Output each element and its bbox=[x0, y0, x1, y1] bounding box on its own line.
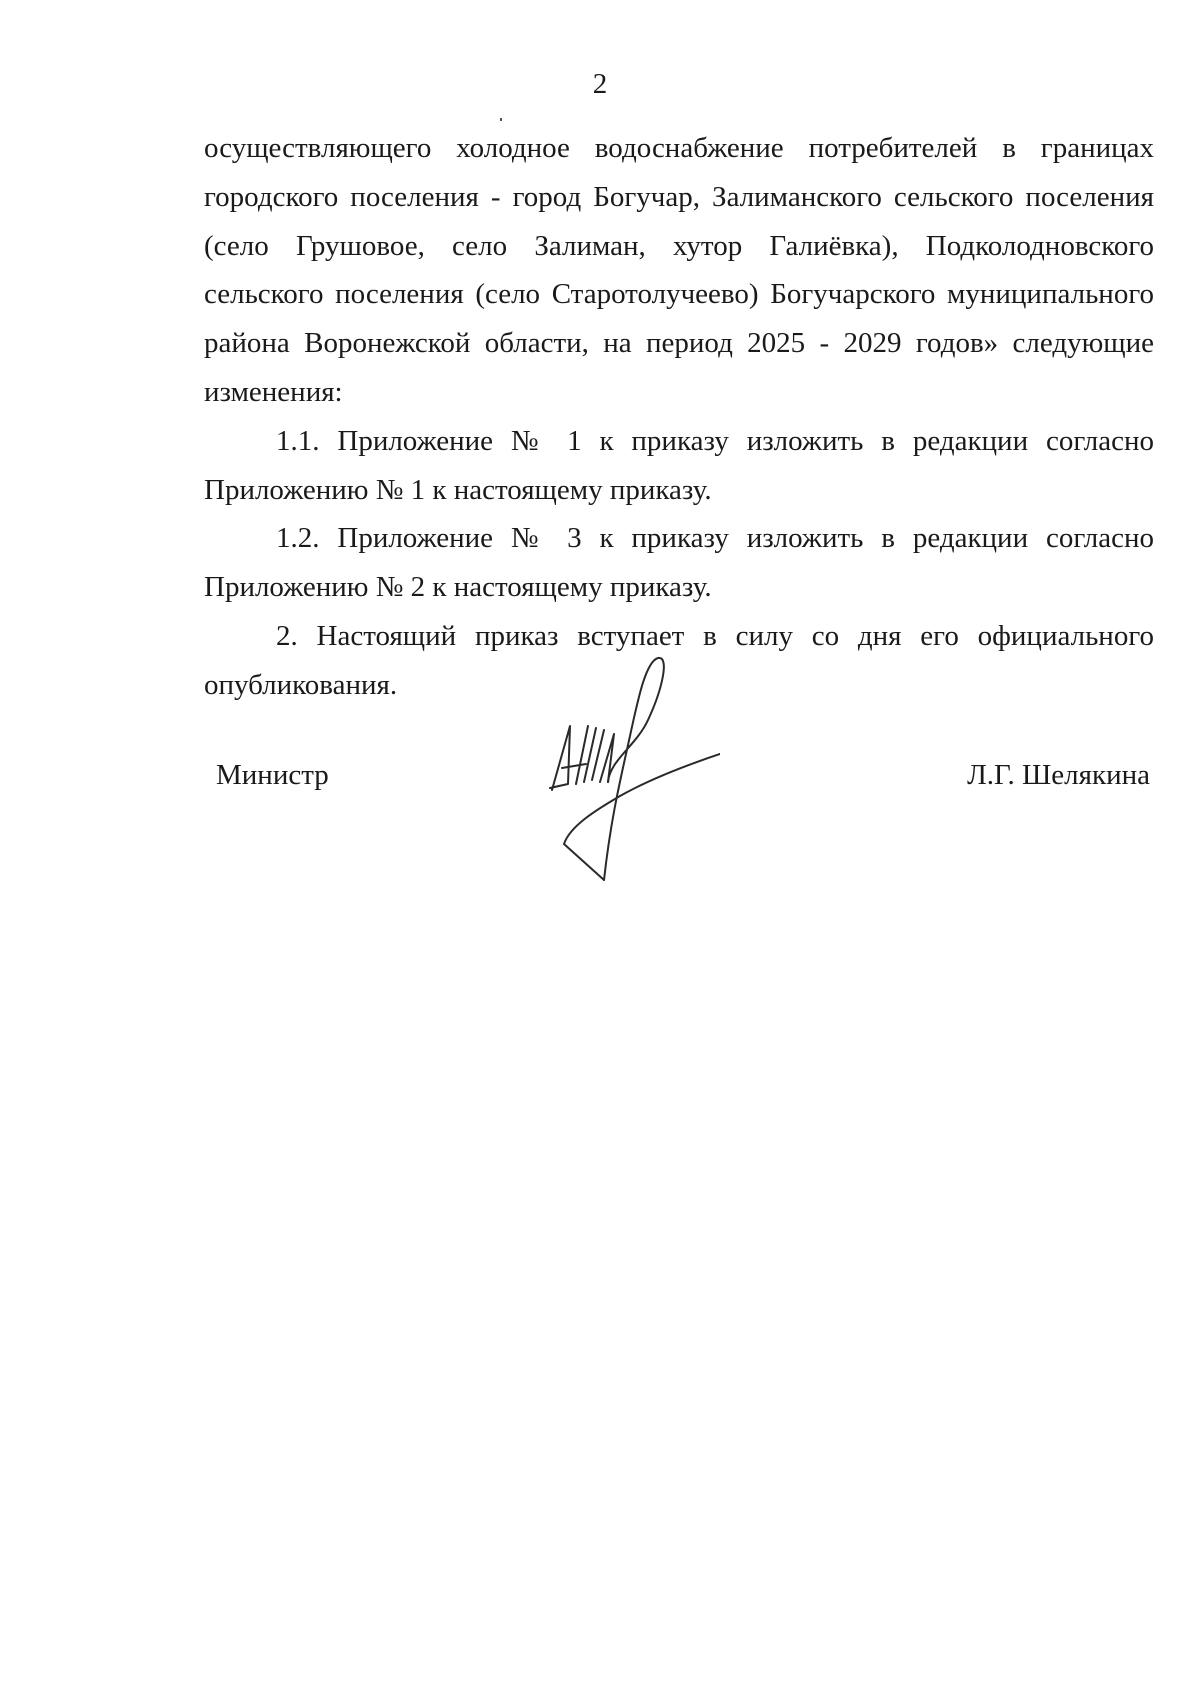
document-body bbox=[204, 124, 1154, 710]
signer-name: Л.Г. Шелякина bbox=[967, 759, 1150, 791]
paragraph-item-1-2: 1.2. Приложение № 3 к приказу изложить в редакции согласно Приложению № 2 к настоящему приказу. bbox=[204, 522, 1154, 604]
page-number: 2 bbox=[592, 68, 608, 100]
handwritten-signature bbox=[540, 650, 720, 890]
paragraph-item-1-1: 1.1. Приложение № 1 к приказу изложить в редакции согласно Приложению № 1 к настоящему приказу. bbox=[204, 424, 1154, 506]
scan-speck bbox=[500, 118, 502, 121]
signer-title: Министр bbox=[216, 759, 329, 791]
paragraph-item-2: 2. Настоящий приказ вступает в силу со дня его официального опубликования. bbox=[204, 619, 1154, 701]
paragraph-continuation: осуществляющего холодное водоснабжение потребителей в границах городского поселения - город Богучар, Залиманского сельского поселения (село Грушовое, село Залиман, хутор Галиёвка), Подколодновского сельского поселения (село Старотолучеево) Богучарского муниципального района Воронежской области, на период 2025 - 2029 годов» следующие изменения: bbox=[204, 132, 1154, 408]
